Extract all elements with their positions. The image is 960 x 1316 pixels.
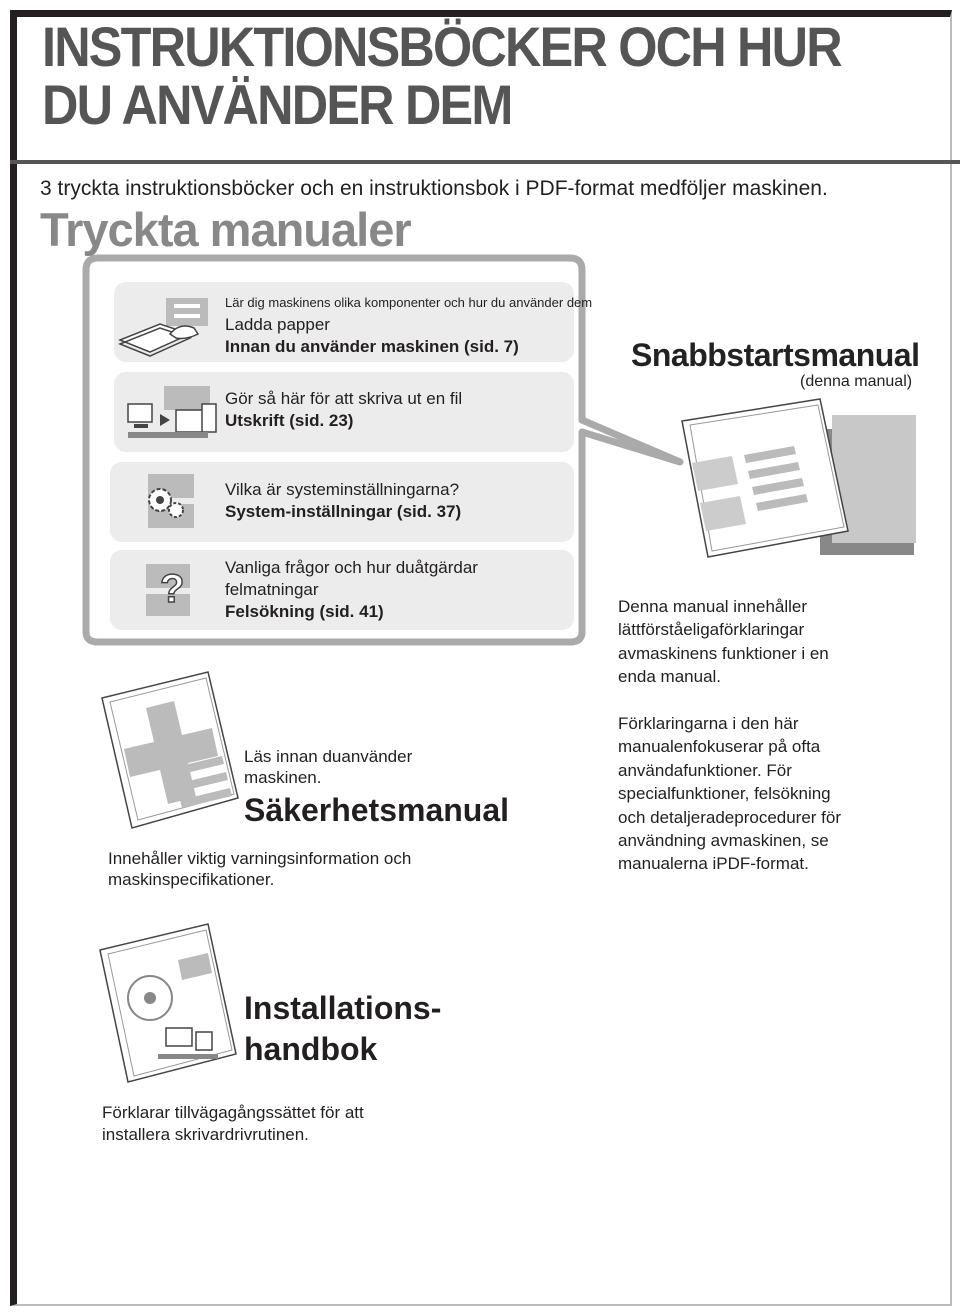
desc1-line: avmaskinens funktioner i en [618, 643, 829, 663]
section-title: Tryckta manualer [40, 203, 411, 256]
installation-desc-line1: Förklarar tillvägagångssättet för att [102, 1103, 364, 1122]
safety-desc-line1: Innehåller viktig varningsinformation och [108, 849, 412, 868]
desc2-line: manualerna iPDF-format. [618, 854, 809, 874]
quick-start-subtitle: (denna manual) [800, 373, 913, 390]
row-components-line2: Ladda papper [225, 315, 330, 334]
quick-start-book-icon [660, 385, 920, 560]
quick-start-desc-2 [618, 712, 841, 876]
question-mark-icon [140, 558, 210, 622]
row-print-line1: Gör så här för att skriva ut en fil [225, 389, 463, 408]
desc2-line: användning avmaskinen, se [618, 831, 829, 851]
safety-note-line2: maskinen. [244, 768, 322, 787]
quick-start-desc-1 [618, 595, 829, 689]
desc2-line: specialfunktioner, felsökning [618, 784, 831, 804]
svg-text:?: ? [160, 567, 185, 611]
desc2-line: manualenfokuserar på ofta [618, 737, 821, 757]
safety-book-icon [98, 668, 248, 838]
page-title-line2: DU ANVÄNDER DEM [42, 73, 512, 136]
installation-title [244, 988, 441, 1070]
safety-note [244, 746, 412, 788]
gear-settings-icon [124, 470, 204, 534]
safety-desc-line2: maskinspecifikationer. [108, 870, 275, 889]
desc2-line: användafunktioner. För [618, 760, 792, 780]
quick-start-title: Snabbstartsmanual [631, 337, 920, 373]
desc1-line: enda manual. [618, 667, 722, 687]
row-print-line2: Utskrift (sid. 23) [225, 411, 354, 430]
desc2-line: och detaljeradeprocedurer för [618, 807, 842, 827]
row-settings-line2: System-inställningar (sid. 37) [225, 502, 462, 521]
row-settings-line1: Vilka är systeminställningarna? [225, 480, 460, 499]
desc2-line: Förklaringarna i den här [618, 714, 799, 733]
installation-title-line1: Installations- [244, 990, 442, 1026]
row-components-text [225, 292, 592, 358]
desc1-line: Denna manual innehåller [618, 597, 808, 616]
page-title-line1: INSTRUKTIONSBÖCKER OCH HUR [42, 15, 841, 78]
computer-printer-icon [124, 382, 224, 444]
paper-loading-icon [116, 290, 216, 360]
row-troubleshoot-text [225, 557, 478, 623]
desc1-line: lättförståeligaförklaringar [618, 620, 805, 640]
safety-desc [108, 848, 411, 890]
installation-desc-line2: installera skrivardrivrutinen. [102, 1125, 309, 1144]
installation-desc [102, 1102, 364, 1146]
safety-title: Säkerhetsmanual [244, 792, 510, 828]
installation-title-line2: handbok [244, 1031, 378, 1067]
row-settings-text [225, 479, 461, 523]
row-troubleshoot-line1: Vanliga frågor och hur duåtgärdar [225, 558, 478, 577]
row-components-line3: Innan du använder maskinen (sid. 7) [225, 337, 519, 356]
safety-note-line1: Läs innan duanvänder [244, 747, 413, 766]
row-components-line1: Lär dig maskinens olika komponenter och hur du använder dem [225, 295, 593, 310]
intro-text: 3 tryckta instruktionsböcker och en instruktionsbok i PDF-format medföljer maskinen. [40, 177, 828, 200]
row-troubleshoot-line3: Felsökning (sid. 41) [225, 602, 384, 621]
installation-book-icon [96, 920, 246, 1095]
row-troubleshoot-line2: felmatningar [225, 580, 319, 599]
row-print-text [225, 388, 462, 432]
